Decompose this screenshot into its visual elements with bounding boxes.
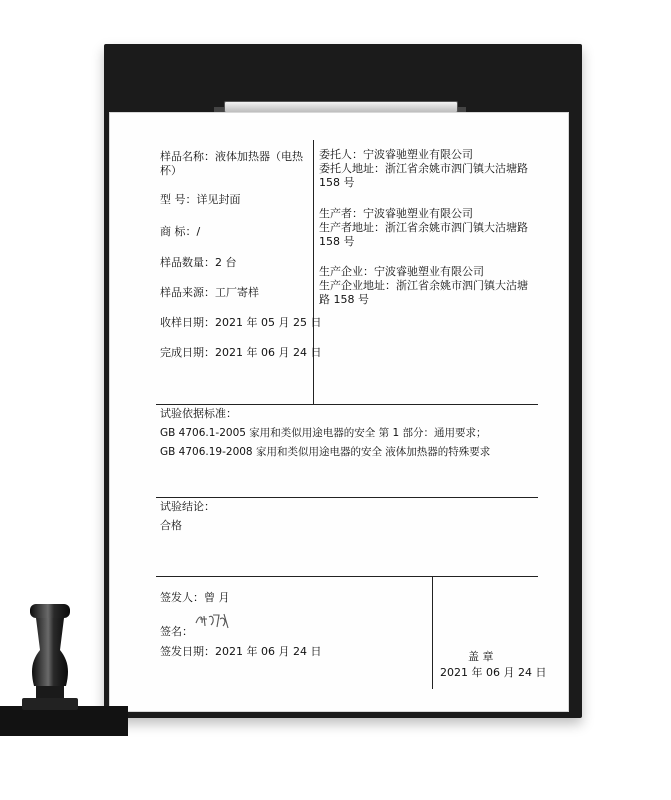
producer: 生产者：宁波睿驰塑业有限公司 <box>319 207 473 220</box>
client-address: 委托人地址：浙江省余姚市泗门镇大沽塘路 158 号 <box>319 162 528 189</box>
row-divider-conclusion <box>156 497 538 498</box>
column-divider <box>313 140 314 404</box>
sign-label: 签名： <box>160 625 193 638</box>
brand: 商 标：/ <box>160 225 201 238</box>
issue-date: 签发日期：2021 年 06 月 24 日 <box>160 645 322 658</box>
rubber-stamp-icon <box>0 600 130 800</box>
manufacturer-address: 生产企业地址：浙江省余姚市泗门镇大沽塘路 158 号 <box>319 279 528 306</box>
received-date: 收样日期：2021 年 05 月 25 日 <box>160 316 322 329</box>
row-divider-signature <box>156 576 538 577</box>
standards-heading: 试验依据标准： <box>160 407 237 420</box>
row-divider-standards <box>156 404 538 405</box>
manufacturer: 生产企业：宁波睿驰塑业有限公司 <box>319 265 484 278</box>
handwritten-signature <box>193 611 233 631</box>
standard-item: GB 4706.1-2005 家用和类似用途电器的安全 第 1 部分：通用要求； <box>160 427 487 439</box>
sample-name: 样品名称：液体加热器（电热杯） <box>160 150 303 177</box>
producer-address: 生产者地址：浙江省余姚市泗门镇大沽塘路 158 号 <box>319 221 528 248</box>
seal-date: 2021 年 06 月 24 日 <box>440 666 547 679</box>
sample-quantity: 样品数量：2 台 <box>160 256 237 269</box>
conclusion-result: 合格 <box>160 519 182 532</box>
sample-source: 样品来源：工厂寄样 <box>160 286 259 299</box>
seal-label: 盖 章 <box>468 650 494 663</box>
model: 型 号：详见封面 <box>160 193 241 206</box>
signature-column-divider <box>432 577 433 689</box>
conclusion-heading: 试验结论： <box>160 500 215 513</box>
issuer: 签发人：曾 月 <box>160 591 230 604</box>
client: 委托人：宁波睿驰塑业有限公司 <box>319 148 473 161</box>
completed-date: 完成日期：2021 年 06 月 24 日 <box>160 346 322 359</box>
standard-item: GB 4706.19-2008 家用和类似用途电器的安全 液体加热器的特殊要求 <box>160 446 491 458</box>
